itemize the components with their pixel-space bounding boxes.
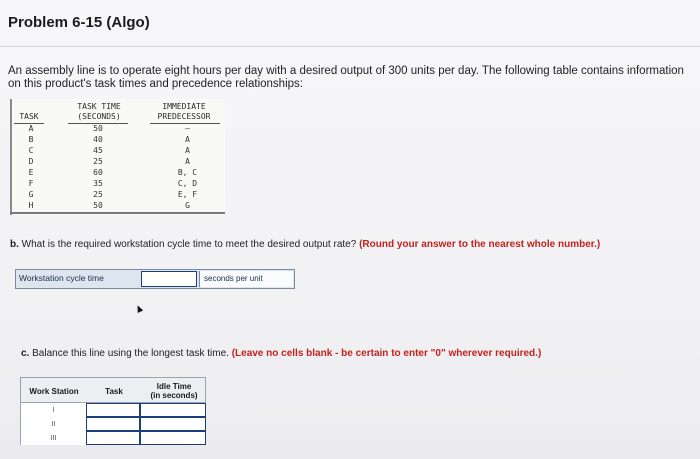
task-cell: F <box>28 179 34 188</box>
task-time-cell: 25 <box>93 157 103 166</box>
station-idle-input[interactable] <box>140 417 206 431</box>
task-cell: C <box>28 146 34 155</box>
table-row <box>10 168 225 178</box>
table-row <box>10 157 225 167</box>
task-cell: H <box>28 201 34 210</box>
cycle-time-unit: seconds per unit <box>199 271 293 287</box>
station-task-input[interactable] <box>86 431 140 445</box>
task-cell: D <box>28 157 34 166</box>
task-cell: A <box>28 124 34 133</box>
balance-row <box>20 403 206 417</box>
table-row <box>10 201 225 211</box>
question-c-text: Balance this line using the longest task time. <box>32 348 229 359</box>
table-row <box>10 146 225 156</box>
task-time-cell: 25 <box>93 190 103 199</box>
balance-table <box>20 377 206 445</box>
task-time-cell: 45 <box>93 146 103 155</box>
problem-intro: An assembly line is to operate eight hours per day with a desired output of 300 units per day. The following table contains information on this product's task times and precedence relationships: <box>8 65 684 90</box>
station-task-input[interactable] <box>86 417 140 431</box>
table-row <box>10 190 225 200</box>
question-b-label: b. <box>10 239 19 250</box>
balance-row <box>20 431 206 445</box>
task-cell: E <box>28 168 34 177</box>
work-station-cell: I <box>20 403 86 417</box>
work-station-cell: III <box>20 431 86 445</box>
cycle-time-input[interactable] <box>141 271 197 287</box>
predecessor-cell: — <box>185 124 190 133</box>
balance-table-header <box>20 377 206 403</box>
predecessor-cell: A <box>185 146 190 155</box>
question-b-text: What is the required workstation cycle time to meet the desired output rate? <box>21 239 357 250</box>
predecessor-cell: A <box>185 135 190 144</box>
title-divider <box>0 46 700 47</box>
station-idle-input[interactable] <box>140 431 206 445</box>
predecessor-cell: G <box>185 201 190 210</box>
table-row <box>10 124 225 134</box>
task-cell: B <box>28 135 34 144</box>
task-header: Task <box>105 386 123 396</box>
balance-row <box>20 417 206 431</box>
idle-time-header: Idle Time (in seconds) <box>150 382 198 400</box>
station-idle-input[interactable] <box>140 403 206 417</box>
task-table <box>10 99 225 215</box>
question-c-label: c. <box>21 348 30 359</box>
predecessor-cell: E, F <box>177 190 198 199</box>
cycle-time-label: Workstation cycle time <box>19 273 104 283</box>
task-time-cell: 35 <box>93 179 103 188</box>
task-time-cell: 50 <box>93 201 103 210</box>
predecessor-cell: B, C <box>177 168 198 177</box>
task-cell: G <box>28 190 34 199</box>
predecessor-cell: A <box>185 157 190 166</box>
task-time-cell: 40 <box>93 135 103 144</box>
predecessor-cell: C, D <box>177 179 198 188</box>
table-row <box>10 135 225 145</box>
station-task-input[interactable] <box>86 403 140 417</box>
table-row <box>10 179 225 189</box>
question-c-note: (Leave no cells blank - be certain to enter "0" wherever required.) <box>231 348 542 359</box>
task-column-header: TASK <box>19 112 39 121</box>
cycle-time-row <box>15 269 295 289</box>
page-title: Problem 6-15 (Algo) <box>8 14 150 31</box>
question-b <box>10 239 600 250</box>
table-bottom-border <box>10 212 225 214</box>
work-station-cell: II <box>20 417 86 431</box>
mouse-pointer-icon <box>135 304 143 313</box>
predecessor-column-header: IMMEDIATE PREDECESSOR <box>157 102 211 121</box>
task-time-cell: 60 <box>93 168 103 177</box>
question-b-note: (Round your answer to the nearest whole number.) <box>359 239 601 250</box>
task-time-cell: 50 <box>93 124 103 133</box>
task-time-column-header: TASK TIME (SECONDS) <box>77 102 121 121</box>
work-station-header: Work Station <box>29 386 79 396</box>
question-c <box>21 348 541 359</box>
